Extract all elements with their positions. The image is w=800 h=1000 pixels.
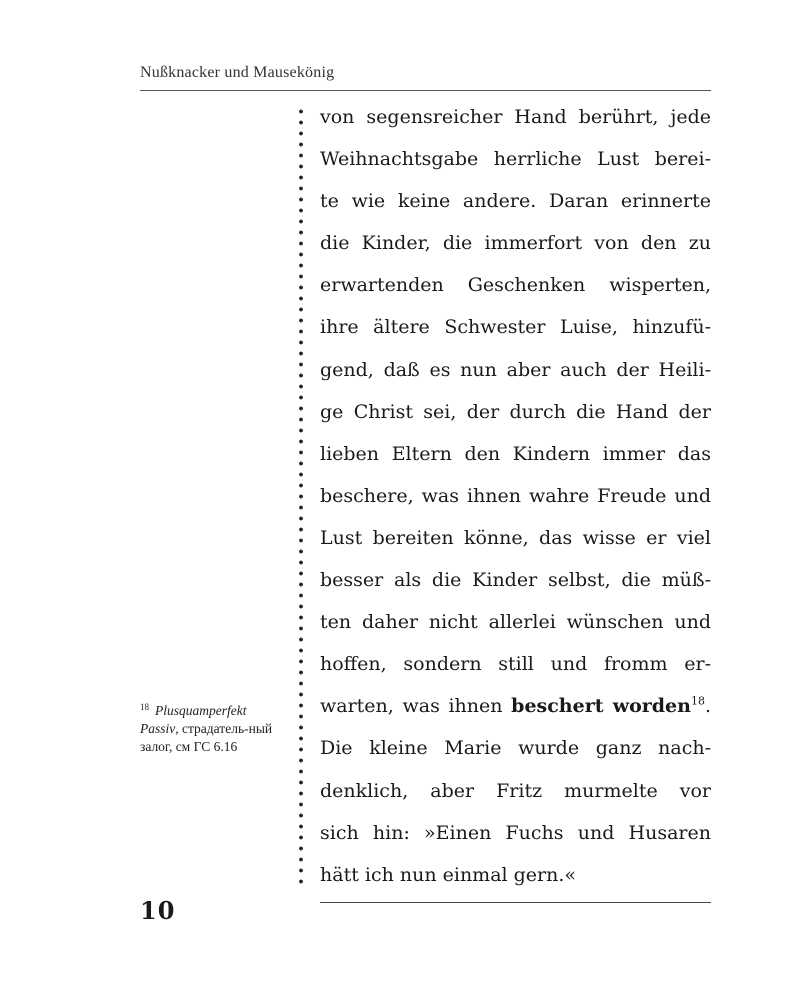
text-line: beschere, was ihnen wahre Freude und <box>320 484 711 507</box>
dotted-margin-rule <box>298 106 304 886</box>
text-line: ge Christ sei, der durch die Hand der <box>320 400 711 423</box>
footnote <box>140 702 280 756</box>
text-line: gend, daß es nun aber auch der Heili- <box>320 358 711 381</box>
text-line: denklich, aber Fritz murmelte vor <box>320 779 711 802</box>
text-line: Lust bereiten könne, das wisse er viel <box>320 526 711 549</box>
text-line: von segensreicher Hand berührt, jede <box>320 106 711 128</box>
text-line: erwartenden Geschenken wisperten, <box>320 274 711 297</box>
footnote-term: Plusquamperfekt Passiv <box>140 703 247 736</box>
body-text <box>320 96 711 896</box>
text-line: sich hin: »Einen Fuchs und Husaren <box>320 821 711 844</box>
text-line: die Kinder, die immerfort von den zu <box>320 232 711 255</box>
text-line: te wie keine andere. Daran erinnerte <box>320 190 711 213</box>
running-header: Nußknacker und Mausekönig <box>140 64 335 81</box>
footnote-reference: 18 <box>690 694 705 708</box>
footer-rule <box>320 902 711 903</box>
highlighted-term: beschert worden <box>511 695 691 718</box>
text-line: Die kleine Marie wurde ganz nach- <box>320 737 711 760</box>
text-fragment: . <box>704 695 712 718</box>
text-line: ihre ältere Schwester Luise, hinzufü- <box>320 316 711 339</box>
text-line: Weihnachtsgabe herrliche Lust berei- <box>320 148 711 171</box>
page-number: 10 <box>140 896 176 925</box>
text-fragment: warten, was ihnen <box>320 695 512 718</box>
text-line: hätt ich nun einmal gern.« <box>320 863 577 886</box>
text-line: ten daher nicht allerlei wünschen und <box>320 611 711 634</box>
text-line: hoffen, sondern still und fromm er- <box>320 653 711 676</box>
text-line-with-term <box>320 685 711 727</box>
text-line: besser als die Kinder selbst, die müß- <box>320 569 711 592</box>
text-line: lieben Eltern den Kindern immer das <box>320 442 711 465</box>
footnote-marker: 18 <box>140 701 149 712</box>
footnote-text: , страдатель-ный залог, см ГС 6.16 <box>140 721 273 754</box>
header-rule <box>140 90 711 91</box>
